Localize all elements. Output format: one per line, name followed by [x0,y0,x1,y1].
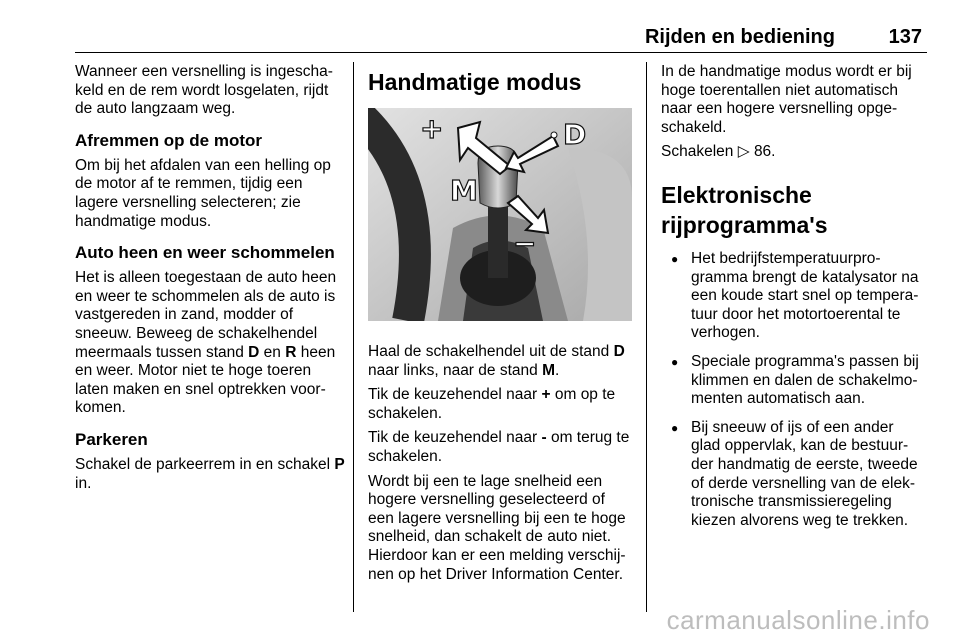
gear-selector-illustration [368,108,632,321]
paragraph: Wordt bij een te lage snelheid een hogere versnelling geselecteerd of een lagere versnelling bij een te hoge snelheid, dan schakelt de auto niet. Hierdoor kan er een melding verschij-nen op het Driver Information Center. [368,472,626,583]
column-left [75,63,345,499]
paragraph: Schakelen ▷ 86. [661,143,776,161]
plus-label: + [420,112,444,145]
list-item: ● Bij sneeuw of ijs of een ander glad oppervlak, kan de bestuur-der handmatig de eerste, tweede of derde versnelling van de elek-tronische transmissieregeling kiezen alvorens weg te trekken. [661,419,927,531]
paragraph: In de handmatige modus wordt er bij hoge toerentallen niet automatisch naar een hogere versnelling opge-schakeld. [661,63,912,136]
paragraph: Tik de keuzehendel naar + om op te schakelen. [368,386,616,422]
heading-electronic-programs: Elektronische rijprogramma's [661,181,828,238]
column-divider [353,62,354,612]
paragraph: Wanneer een versnelling is ingescha-keld en de rem wordt losgelaten, rijdt de auto langzaam weg. [75,63,333,118]
heading-engine-braking: Afremmen op de motor [75,130,263,150]
paragraph: Haal de schakelhendel uit de stand D naar links, naar de stand M. [368,343,625,379]
paragraph: Schakel de parkeerrem in en schakel P in. [75,455,345,492]
watermark: carmanualsonline.info [666,605,930,635]
paragraph: Tik de keuzehendel naar - om terug te schakelen. [368,429,630,465]
list-item: ● Het bedrijfstemperatuurpro-gramma brengt de katalysator na een koude start snel op tempera-tuur door het motortoerental te verhogen. [661,250,927,343]
header-rule [75,52,927,53]
minus-label: − [513,227,537,260]
list-item: ● Speciale programma's passen bij klimmen en dalen de schakelmo-menten automatisch aan. [661,353,927,409]
column-middle [368,63,634,590]
heading-rocking: Auto heen en weer schommelen [75,243,335,263]
gear-selector-figure [368,108,632,321]
paragraph: Het is alleen toegestaan de auto heen en weer te schommelen als de auto is vastgereden in zand, modder of sneeuw. Beweeg de schakelhendel meermaals tussen stand D en R heen en weer. Motor niet te hoge toeren laten maken en snel optrekken voor-komen. [75,269,337,417]
section-title: Rijden en bediening [644,26,835,48]
heading-parking: Parkeren [75,429,148,449]
page-number: 137 [888,26,922,48]
heading-manual-mode: Handmatige modus [368,69,582,95]
column-right [661,63,927,540]
paragraph: Om bij het afdalen van een helling op de motor af te remmen, tijdig een lagere versnelling selecteren; zie handmatige modus. [75,156,331,230]
m-label: M [450,174,478,207]
column-divider [646,62,647,612]
d-label: D [563,118,587,151]
page-reference-icon: ▷ [737,143,754,161]
bullet-list [661,250,927,530]
